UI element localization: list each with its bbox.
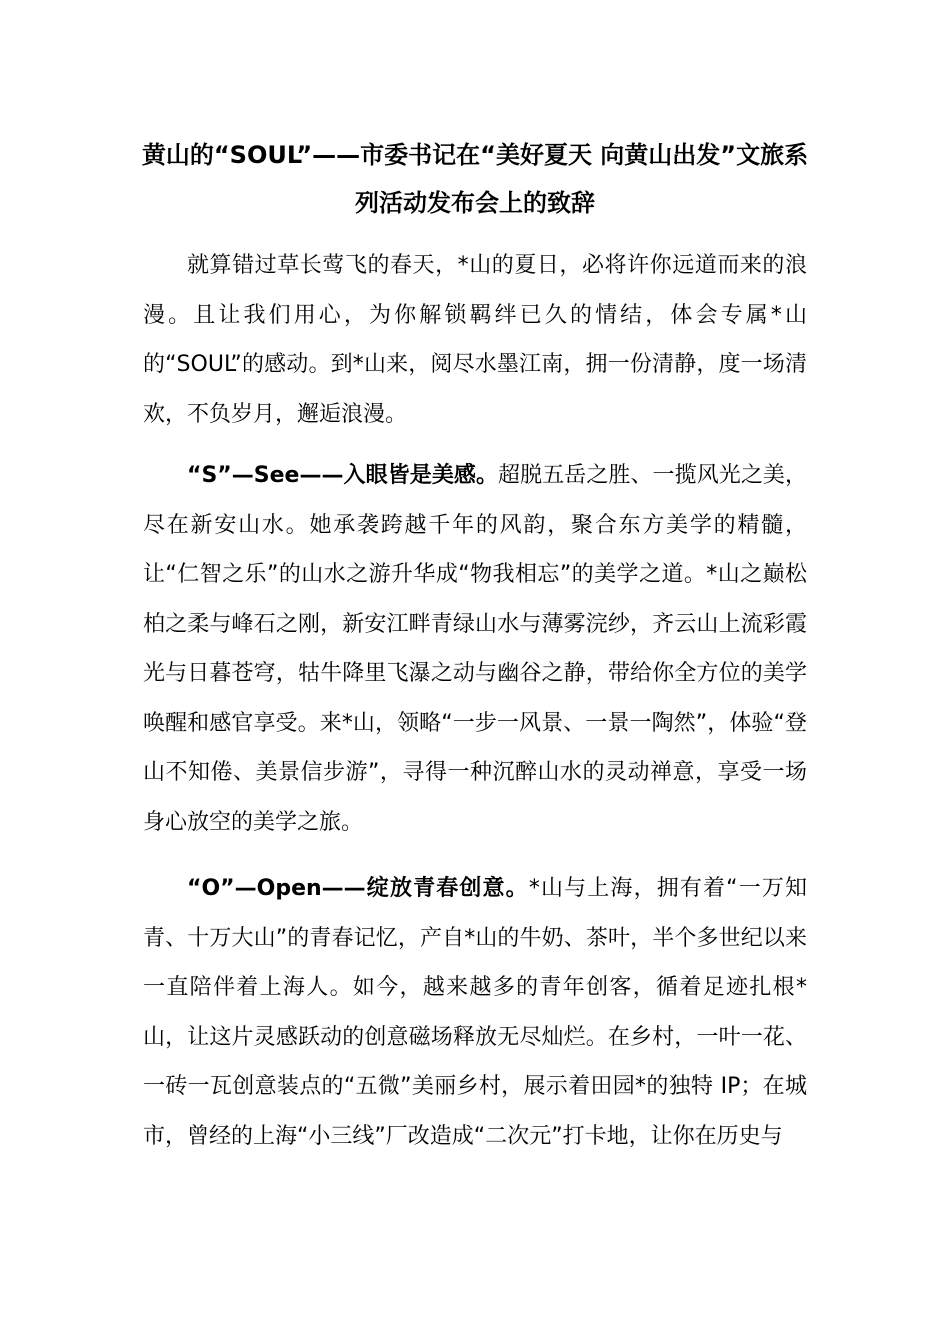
paragraph-text: *山与上海，拥有着“一万知青、十万大山”的青春记忆，产自*山的牛奶、茶叶，半个多世纪以来一直陪伴着上海人。如今，越来越多的青年创客，循着足迹扎根*山，让这片灵感跃动的创意磁场释放无尽灿烂。在乡村，一叶一花、一砖一瓦创意装点的“五微”美丽乡村，展示着田园*的独特 IP；在城市，曾经的上海“小三线”厂改造成“二次元”打卡地，让你在历史与 bbox=[143, 876, 808, 1149]
paragraph-lead: “O”—Open——绽放青春创意。 bbox=[187, 876, 529, 901]
paragraph-text: 就算错过草长莺飞的春天，*山的夏日，必将许你远道而来的浪漫。且让我们用心，为你解锁羁绊已久的情结，体会专属*山的“SOUL”的感动。到*山来，阅尽水墨江南，拥一份清静，度一场清欢，不负岁月，邂逅浪漫。 bbox=[143, 253, 807, 427]
paragraph-lead: “S”—See——入眼皆是美感。 bbox=[187, 463, 499, 488]
paragraph-see bbox=[143, 451, 807, 847]
paragraph-text: 超脱五岳之胜、一揽风光之美，尽在新安山水。她承袭跨越千年的风韵，聚合东方美学的精髓，让“仁智之乐”的山水之游升华成“物我相忘”的美学之道。*山之巅松柏之柔与峰石之刚，新安江畔青绿山水与薄雾浣纱，齐云山上流彩霞光与日暮苍穹，牯牛降里飞瀑之动与幽谷之静，带给你全方位的美学唤醒和感官享受。来*山，领略“一步一风景、一景一陶然”，体验“登山不知倦、美景信步游”，寻得一种沉醉山水的灵动禅意，享受一场身心放空的美学之旅。 bbox=[143, 463, 807, 835]
paragraph-intro bbox=[143, 241, 807, 439]
paragraph-open bbox=[143, 864, 807, 1161]
document-title: 黄山的“SOUL”——市委书记在“美好夏天 向黄山出发”文旅系列活动发布会上的致辞 bbox=[141, 141, 809, 217]
